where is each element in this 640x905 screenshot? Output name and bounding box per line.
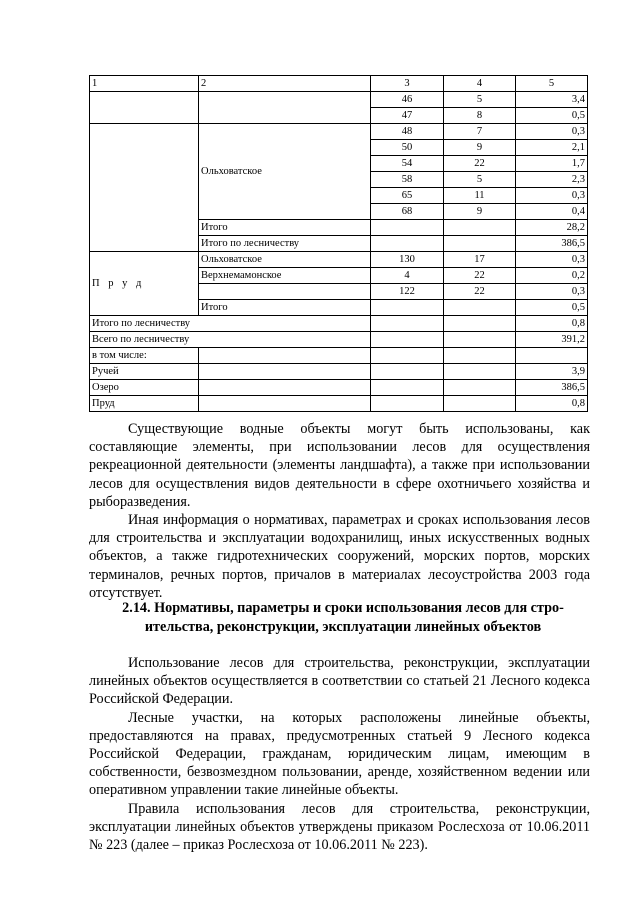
table-row-breakdown (90, 364, 588, 380)
cell: 122 (371, 284, 444, 300)
prud-name-cell: Ольховатское (199, 252, 371, 268)
empty-cell (90, 92, 199, 124)
olkhovatskoe-cell: Ольховатское (199, 124, 371, 220)
itogo-les-label: Итого по лесничеству (199, 236, 371, 252)
cell: 17 (444, 252, 516, 268)
cell: 22 (444, 268, 516, 284)
cell: 5 (444, 172, 516, 188)
paragraph: Лесные участки, на которых расположены линейные объекты, предоставляются на правах, предусмотренных статьей 9 Лесного кодекса Российской Федерации, гражданам, юридическим лицам, имеющим в собственности, безвозмездном пользовании, аренде, хозяйственном ведении или оперативном управлении такие линейные объекты. (89, 709, 590, 799)
cell: 46 (371, 92, 444, 108)
cell: 68 (371, 204, 444, 220)
vsego-label: Всего по лесничеству (90, 332, 371, 348)
empty-cell (444, 332, 516, 348)
empty-cell (371, 300, 444, 316)
cell: 130 (371, 252, 444, 268)
table-row-breakdown (90, 396, 588, 412)
cell: 0,3 (516, 284, 588, 300)
table-header-row (90, 76, 588, 92)
paragraph: Использование лесов для строительства, реконструкции, эксплуатации линейных объектов осуществляется в соответствии со статьей 21 Лесного кодекса Российской Федерации. (89, 655, 590, 708)
header-cell: 5 (516, 76, 588, 92)
cell: 50 (371, 140, 444, 156)
header-cell: 4 (444, 76, 516, 92)
vsego-value: 391,2 (516, 332, 588, 348)
table-row-itogo-les2 (90, 316, 588, 332)
cell: 4 (371, 268, 444, 284)
cell: 0,4 (516, 204, 588, 220)
empty-cell (371, 220, 444, 236)
empty-cell (444, 348, 516, 364)
empty-cell (371, 236, 444, 252)
prud-itogo-label: Итого (199, 300, 371, 316)
cell: 2,3 (516, 172, 588, 188)
prud-name-cell (199, 284, 371, 300)
cell: 5 (444, 92, 516, 108)
section-heading (96, 599, 590, 637)
empty-cell (444, 396, 516, 412)
itogo-les2-value: 0,8 (516, 316, 588, 332)
empty-cell (371, 380, 444, 396)
empty-cell (199, 348, 371, 364)
empty-cell (199, 380, 371, 396)
empty-cell (444, 300, 516, 316)
empty-cell (371, 348, 444, 364)
cell: 0,5 (516, 108, 588, 124)
itogo-label: Итого (199, 220, 371, 236)
empty-cell (199, 92, 371, 124)
breakdown-label: Пруд (90, 396, 199, 412)
prud-label: П р у д (90, 252, 199, 316)
empty-cell (444, 236, 516, 252)
header-cell: 3 (371, 76, 444, 92)
empty-cell (371, 316, 444, 332)
header-cell: 1 (90, 76, 199, 92)
cell: 9 (444, 204, 516, 220)
cell: 0,3 (516, 124, 588, 140)
cell: 0,3 (516, 188, 588, 204)
cell: 11 (444, 188, 516, 204)
prud-name-cell: Верхнемамонское (199, 268, 371, 284)
v-tom-chisle-label: в том числе: (90, 348, 199, 364)
itogo-value: 28,2 (516, 220, 588, 236)
section-heading-line2: ительства, реконструкции, эксплуатации линейных объектов (144, 619, 542, 635)
breakdown-value: 0,8 (516, 396, 588, 412)
cell: 1,7 (516, 156, 588, 172)
empty-cell (444, 316, 516, 332)
cell: 3,4 (516, 92, 588, 108)
empty-cell (371, 332, 444, 348)
table-row (90, 92, 588, 108)
empty-cell (516, 348, 588, 364)
breakdown-value: 3,9 (516, 364, 588, 380)
cell: 22 (444, 156, 516, 172)
prud-itogo-value: 0,5 (516, 300, 588, 316)
itogo-les-value: 386,5 (516, 236, 588, 252)
table-row (90, 252, 588, 268)
table-row-v-tom-chisle (90, 348, 588, 364)
empty-cell (444, 220, 516, 236)
header-cell: 2 (199, 76, 371, 92)
bottom-text-block (89, 654, 590, 854)
empty-cell (444, 364, 516, 380)
cell: 2,1 (516, 140, 588, 156)
empty-cell (371, 364, 444, 380)
cell: 48 (371, 124, 444, 140)
empty-cell (90, 124, 199, 252)
cell: 54 (371, 156, 444, 172)
table-row (90, 124, 588, 140)
water-objects-table (89, 75, 588, 412)
paragraph: Существующие водные объекты могут быть использованы, как составляющие элементы, при использовании лесов для осуществления рекреационной деятельности (элементы ландшафта), а также при использовании лесов для осуществления видов деятельности в сфере охотничьего хозяйства и рыборазведения. (89, 421, 590, 510)
paragraph: Правила использования лесов для строительства, реконструкции, эксплуатации линейных объектов утверждены приказом Рослесхоза от 10.06.2011 № 223 (далее – приказ Рослесхоза от 10.06.2011 № 223). (89, 800, 590, 854)
empty-cell (199, 364, 371, 380)
paragraph: Иная информация о нормативах, параметрах и сроках использования лесов для строительства и эксплуатации водохранилищ, иных искусственных водных объектов, а также гидротехнических сооружений, морских портов, морских терминалов, речных портов, причалов в материалах лесоустройства 2003 года отсутствует. (89, 512, 590, 601)
cell: 65 (371, 188, 444, 204)
cell: 0,2 (516, 268, 588, 284)
cell: 0,3 (516, 252, 588, 268)
section-heading-line1: 2.14. Нормативы, параметры и сроки использования лесов для стро- (122, 600, 564, 616)
cell: 22 (444, 284, 516, 300)
empty-cell (371, 396, 444, 412)
empty-cell (444, 380, 516, 396)
top-text-block (89, 420, 590, 602)
cell: 9 (444, 140, 516, 156)
table-row-vsego (90, 332, 588, 348)
cell: 7 (444, 124, 516, 140)
cell: 58 (371, 172, 444, 188)
breakdown-value: 386,5 (516, 380, 588, 396)
cell: 8 (444, 108, 516, 124)
empty-cell (199, 396, 371, 412)
cell: 47 (371, 108, 444, 124)
itogo-les2-label: Итого по лесничеству (90, 316, 371, 332)
breakdown-label: Озеро (90, 380, 199, 396)
breakdown-label: Ручей (90, 364, 199, 380)
table-row-breakdown (90, 380, 588, 396)
